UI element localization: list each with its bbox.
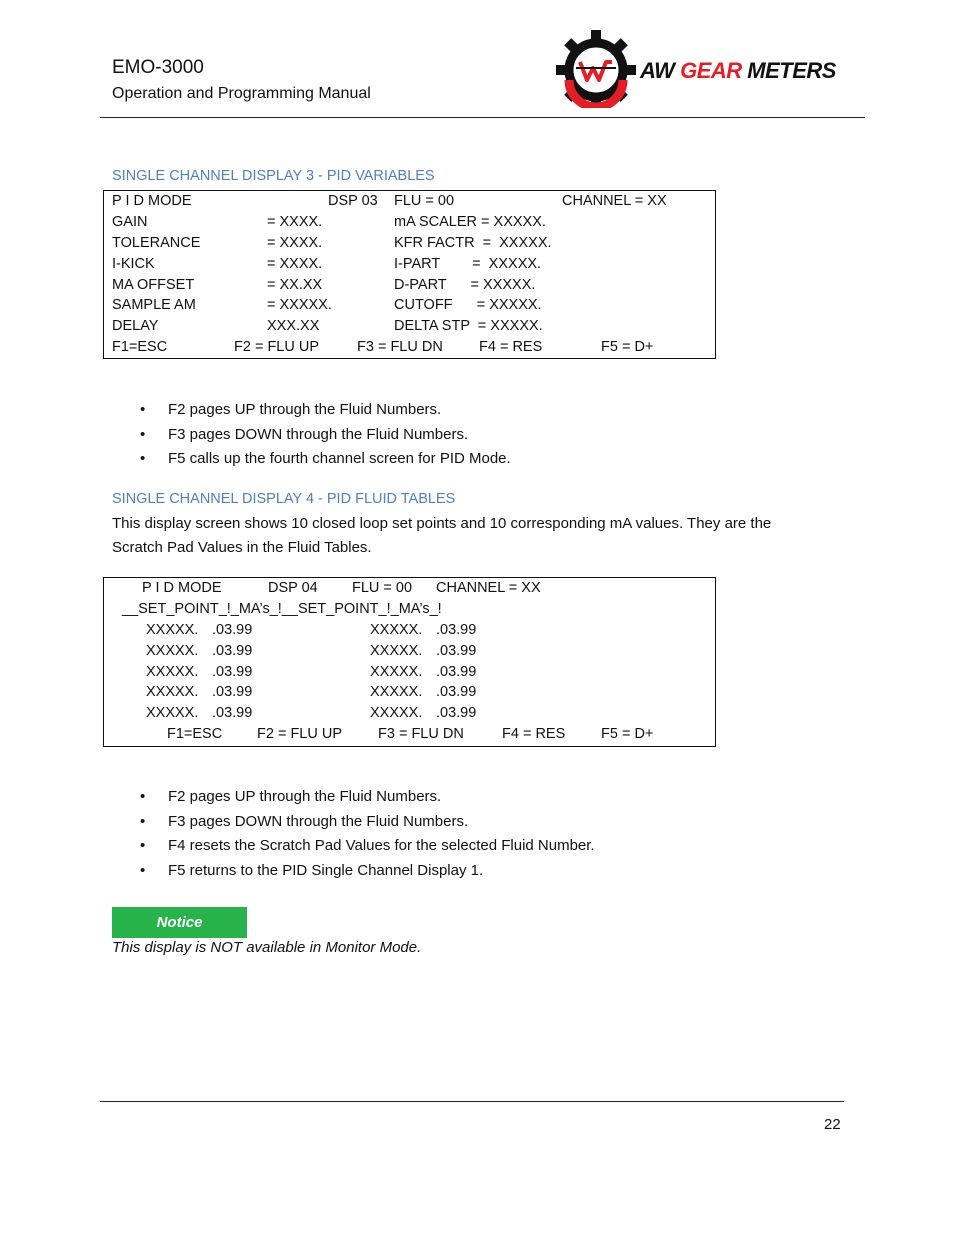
screen-cell: XXXXX.: [370, 705, 423, 721]
screen-cell: CHANNEL = XX: [562, 193, 667, 209]
screen-function-key: F3 = FLU DN: [378, 726, 464, 742]
page-number: 22: [824, 1116, 841, 1133]
document-subtitle: Operation and Programming Manual: [112, 85, 371, 102]
screen-cell: CHANNEL = XX: [436, 580, 541, 596]
list-item: • F5 returns to the PID Single Channel Display 1.: [140, 859, 595, 884]
screen-function-key: F1=ESC: [112, 339, 168, 355]
list-item: • F2 pages UP through the Fluid Numbers.: [140, 398, 511, 423]
screen-function-key: F2 = FLU UP: [257, 726, 343, 742]
screen-cell: .03.99: [436, 664, 477, 680]
logo-text-gear: GEAR: [680, 58, 742, 83]
screen-cell: = XXXX.: [267, 235, 323, 251]
screen-cell: FLU = 00: [394, 193, 455, 209]
screen-cell: XXXXX.: [146, 684, 199, 700]
logo-wordmark: [640, 58, 836, 84]
list-item: • F4 resets the Scratch Pad Values for the selected Fluid Number.: [140, 834, 595, 859]
screen-cell: XXXXX.: [146, 664, 199, 680]
screen-cell: XXXXX.: [370, 664, 423, 680]
screen-cell: DELTA STP = XXXXX.: [394, 318, 543, 334]
notice-badge: Notice: [112, 907, 247, 938]
screen-cell: XXXXX.: [146, 643, 199, 659]
screen-cell: .03.99: [436, 705, 477, 721]
list-item: • F5 calls up the fourth channel screen for PID Mode.: [140, 447, 511, 472]
document-title: EMO-3000: [112, 57, 204, 78]
pid-variables-screen: [103, 190, 716, 359]
screen-cell: .03.99: [212, 664, 253, 680]
screen-cell: .03.99: [436, 684, 477, 700]
screen-cell: XXXXX.: [146, 705, 199, 721]
screen-function-key: F5 = D+: [601, 339, 654, 355]
screen-cell: XXXXX.: [370, 643, 423, 659]
screen-cell: .03.99: [212, 684, 253, 700]
screen-cell: .03.99: [436, 643, 477, 659]
screen-function-key: F3 = FLU DN: [357, 339, 443, 355]
list-item: • F2 pages UP through the Fluid Numbers.: [140, 785, 595, 810]
paragraph-line: Scratch Pad Values in the Fluid Tables.: [112, 539, 372, 556]
screen-cell: DSP 03: [328, 193, 378, 209]
header-divider: [100, 117, 865, 118]
screen-cell: XXX.XX: [267, 318, 320, 334]
logo-text-meters: METERS: [747, 58, 836, 83]
paragraph-line: This display screen shows 10 closed loop set points and 10 corresponding mA values. They are the: [112, 515, 772, 532]
screen-function-key: F1=ESC: [167, 726, 223, 742]
screen-cell: = XXXX.: [267, 256, 323, 272]
list-item: • F3 pages DOWN through the Fluid Numbers.: [140, 423, 511, 448]
screen-cell: DELAY: [112, 318, 159, 334]
section-heading-display-4: SINGLE CHANNEL DISPLAY 4 - PID FLUID TABLES: [112, 491, 456, 507]
screen-cell: XXXXX.: [370, 684, 423, 700]
logo-text-aw: AW: [640, 58, 675, 83]
screen-cell: DSP 04: [268, 580, 318, 596]
list-item: • F3 pages DOWN through the Fluid Numbers.: [140, 810, 595, 835]
screen-cell: GAIN: [112, 214, 148, 230]
screen-cell: P I D MODE: [142, 580, 222, 596]
screen-cell: I-KICK: [112, 256, 155, 272]
screen-function-key: F4 = RES: [479, 339, 543, 355]
screen-cell: TOLERANCE: [112, 235, 201, 251]
screen-cell: .03.99: [436, 622, 477, 638]
screen-cell: FLU = 00: [352, 580, 413, 596]
screen-cell: I-PART = XXXXX.: [394, 256, 542, 272]
screen-cell: KFR FACTR = XXXXX.: [394, 235, 552, 251]
bullet-list-display-4: [140, 785, 595, 884]
screen-cell: = XXXX.: [267, 214, 323, 230]
screen-cell: .03.99: [212, 622, 253, 638]
gear-logo-icon: [556, 28, 641, 108]
screen-cell: = XX.XX: [267, 277, 323, 293]
notice-text: This display is NOT available in Monitor Mode.: [112, 939, 422, 956]
screen-cell: MA OFFSET: [112, 277, 195, 293]
footer-divider: [100, 1101, 844, 1102]
screen-cell: SAMPLE AM: [112, 297, 196, 313]
screen-cell: mA SCALER = XXXXX.: [394, 214, 546, 230]
screen-cell: .03.99: [212, 643, 253, 659]
screen-cell: XXXXX.: [370, 622, 423, 638]
screen-cell: .03.99: [212, 705, 253, 721]
bullet-list-display-3: [140, 398, 511, 472]
screen-function-key: F2 = FLU UP: [234, 339, 320, 355]
screen-cell: XXXXX.: [146, 622, 199, 638]
section-heading-display-3: SINGLE CHANNEL DISPLAY 3 - PID VARIABLES: [112, 168, 435, 184]
screen-cell: P I D MODE: [112, 193, 192, 209]
screen-cell: CUTOFF = XXXXX.: [394, 297, 542, 313]
screen-function-key: F5 = D+: [601, 726, 654, 742]
screen-cell: = XXXXX.: [267, 297, 332, 313]
screen-column-header: __SET_POINT_!_MA’s_!__SET_POINT_!_MA’s_!: [122, 601, 442, 617]
screen-cell: D-PART = XXXXX.: [394, 277, 536, 293]
screen-function-key: F4 = RES: [502, 726, 566, 742]
pid-fluid-tables-screen: [103, 577, 716, 747]
